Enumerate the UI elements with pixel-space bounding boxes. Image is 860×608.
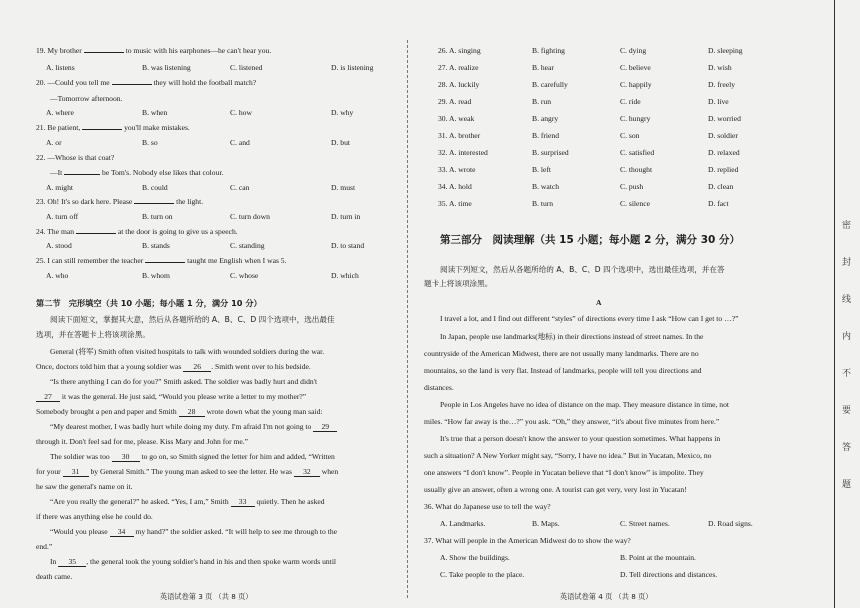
question-36: 36. What do Japanese use to tell the way? — [424, 502, 551, 511]
question-22: 22. —Whose is that coat? — [36, 153, 115, 162]
cloze-blank-27: 27 — [36, 392, 60, 402]
section2-instructions: 阅读下面短文，掌握其大意，然后从各题所给的 A、B、C、D 四个选项中，选出最佳 — [50, 315, 335, 324]
cloze-blank-35: 35 — [58, 557, 86, 567]
answer-blank — [84, 52, 124, 53]
question-22-reply: —It be Tom's. Nobody else likes that colour. — [50, 168, 224, 177]
cloze-blank-33: 33 — [231, 497, 255, 507]
page-footer-left: 英语试卷第 3 页 （共 8 页） — [160, 592, 253, 601]
part3-instructions: 阅读下列短文，然后从各题所给的 A、B、C、D 四个选项中，选出最佳选项，并在答 — [440, 265, 725, 274]
cloze-blank-29: 29 — [313, 422, 337, 432]
question-23: 23. Oh! It's so dark here. Please the light. — [36, 197, 204, 206]
seal-line-strip: 密 封 线 内 不 要 答 题 — [834, 0, 860, 608]
question-37: 37. What will people in the American Midwest do to show the way? — [424, 536, 631, 545]
passage-label: A — [596, 298, 602, 307]
question-21: 21. Be patient, you'll make mistakes. — [36, 123, 190, 132]
answer-blank — [112, 84, 152, 85]
question-25: 25. I can still remember the teacher taught me English when I was 5. — [36, 256, 287, 265]
cloze-blank-32: 32 — [294, 467, 320, 477]
answer-blank — [76, 233, 116, 234]
answer-blank — [82, 129, 122, 130]
page-footer-right: 英语试卷第 4 页 （共 8 页） — [560, 592, 653, 601]
question-19: 19. My brother to music with his earphones—he can't hear you. — [36, 46, 272, 55]
cloze-blank-26: 26 — [183, 362, 211, 372]
answer-blank — [64, 174, 100, 175]
cloze-blank-31: 31 — [63, 467, 89, 477]
cloze-blank-34: 34 — [110, 527, 134, 537]
question-24: 24. The man at the door is going to give us a speech. — [36, 227, 238, 236]
page-divider — [407, 40, 408, 598]
answer-blank — [134, 203, 174, 204]
question-20: 20. —Could you tell me they will hold the football match? — [36, 78, 257, 87]
cloze-blank-28: 28 — [179, 407, 205, 417]
cloze-paragraph: General (将军) Smith often visited hospitals to talk with wounded soldiers during the war. — [50, 347, 325, 356]
answer-blank — [145, 262, 185, 263]
part3-title: 第三部分 阅读理解（共 15 小题；每小题 2 分，满分 30 分） — [440, 234, 740, 246]
cloze-blank-30: 30 — [112, 452, 140, 462]
section2-title: 第二节 完形填空（共 10 小题；每小题 1 分，满分 10 分） — [36, 298, 262, 308]
